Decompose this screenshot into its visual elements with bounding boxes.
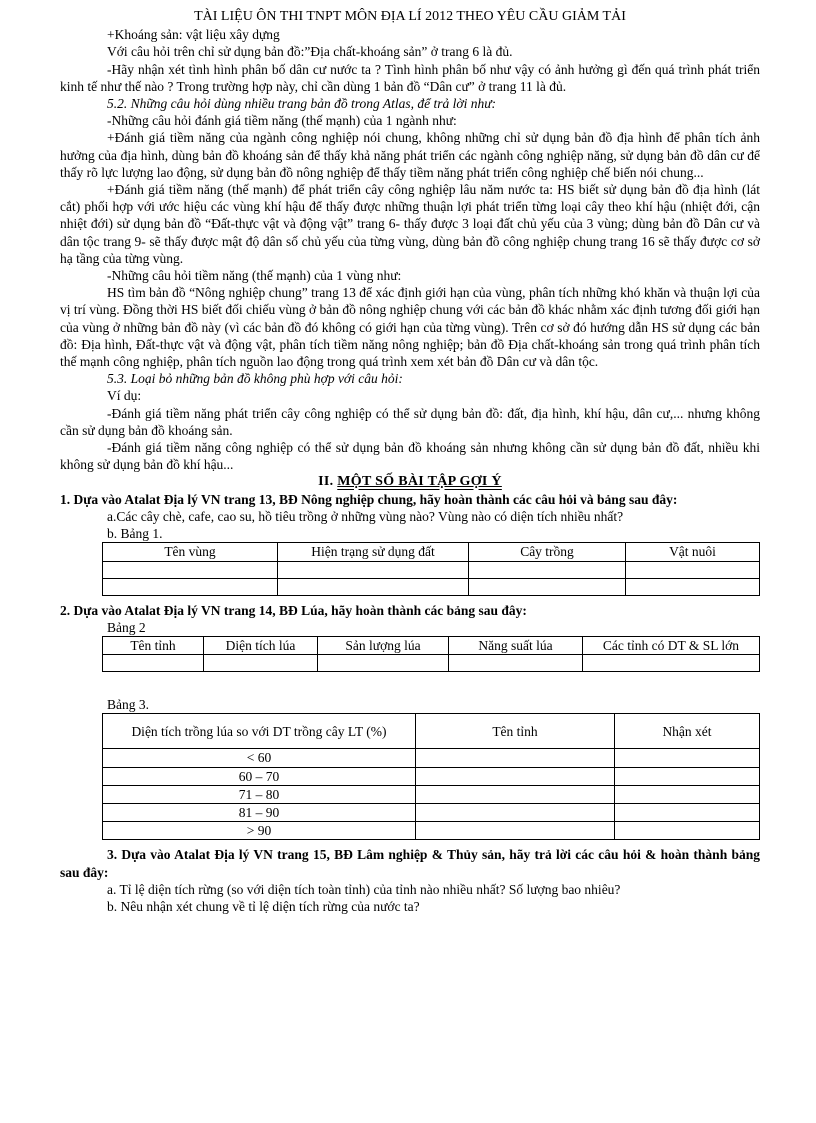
table-3-range: 71 – 80 xyxy=(103,785,416,803)
document-title: TÀI LIỆU ÔN THI TNPT MÔN ĐỊA LÍ 2012 THEO YÊU CẦU GIẢM TẢI xyxy=(194,9,626,24)
document-page xyxy=(60,8,760,915)
table-2-header: Năng suất lúa xyxy=(449,636,583,654)
paragraph: +Khoáng sản: vật liệu xây dựng xyxy=(107,27,280,43)
table-2-header: Sản lượng lúa xyxy=(318,636,449,654)
question-1a: a.Các cây chè, cafe, cao su, hồ tiêu trồng ở những vùng nào? Vùng nào có diện tích nhiều nhất? xyxy=(107,508,624,524)
question-1b: b. Bảng 1. xyxy=(107,526,163,542)
table-2-header: Diện tích lúa xyxy=(204,636,318,654)
table-1 xyxy=(102,542,760,595)
paragraph: Ví dụ: xyxy=(107,388,142,404)
paragraph: -Đánh giá tiềm năng công nghiệp có thể sử dụng bản đồ khoáng sản nhưng không cần sử dụng bản đồ đất, nhiều khi không sử dụng bản đồ khí hậu... xyxy=(60,440,760,473)
table-2 xyxy=(102,636,760,672)
table-1-header: Cây trồng xyxy=(469,543,626,561)
paragraph: -Những câu hỏi tiềm năng (thế mạnh) của 1 vùng như: xyxy=(107,268,402,284)
table-row xyxy=(103,655,760,672)
table-row xyxy=(103,785,760,803)
paragraph: -Những câu hỏi đánh giá tiềm năng (thế mạnh) của 1 ngành như: xyxy=(107,113,457,129)
table-3-caption: Bảng 3. xyxy=(107,697,149,713)
paragraph: -Đánh giá tiềm năng phát triển cây công nghiệp có thể sử dụng bản đồ: đất, địa hình, khí hậu, dân cư,... nhưng không cần sử dụng bản đồ khoáng sản. xyxy=(60,405,760,438)
table-1-header: Hiện trạng sử dụng đất xyxy=(278,543,469,561)
table-3-header: Nhận xét xyxy=(615,714,760,749)
section-heading-5-3: 5.3. Loại bỏ những bản đồ không phù hợp với câu hỏi: xyxy=(107,371,403,387)
table-row xyxy=(103,767,760,785)
table-3-range: 81 – 90 xyxy=(103,803,416,821)
table-3-range: > 90 xyxy=(103,822,416,840)
table-2-header: Các tỉnh có DT & SL lớn xyxy=(583,636,760,654)
table-3-range: < 60 xyxy=(103,749,416,767)
paragraph: Với câu hỏi trên chỉ sử dụng bản đồ:”Địa chất-khoáng sản” ở trang 6 là đủ. xyxy=(107,44,513,60)
question-2: 2. Dựa vào Atalat Địa lý VN trang 14, BĐ Lúa, hãy hoàn thành các bảng sau đây: xyxy=(60,602,527,618)
paragraph: -Hãy nhận xét tình hình phân bố dân cư nước ta ? Tình hình phân bố như vậy có ảnh hưởng gì đến quá trình phát triển kinh tế như thế nào ? Trong trường hợp này, chỉ cần dùng 1 bản đồ “Dân cư” ở trang 11 là đủ. xyxy=(60,61,760,94)
heading-ii xyxy=(60,473,760,490)
paragraph: +Đánh giá tiềm năng (thế mạnh) để phát triển cây công nghiệp lâu năm nước ta: HS biết sử dụng bản đồ địa hình (lát cắt) phối hợp với ước hiệu các vùng khí hậu để thấy được những thuận lợi phát triển từng loại cây theo khí hậu (nhiệt đới, cận nhiệt đới) sử dụng bản đồ “Đất-thực vật và động vật” trang 6- thấy được 3 loại đất chủ yếu của 3 vùng; dùng bản đồ Dân cư và dân tộc trang 9- sẽ thấy được mật độ dân số chủ yếu của từng vùng, dùng bản đồ công nghiệp chung trang 16 sẽ thấy được cơ sở hạ tầng của từng vùng. xyxy=(60,182,760,266)
heading-ii-text: MỘT SỐ BÀI TẬP GỢI Ý xyxy=(337,474,502,490)
table-row xyxy=(103,749,760,767)
table-1-header: Tên vùng xyxy=(103,543,278,561)
table-row xyxy=(103,578,760,595)
table-3 xyxy=(102,713,760,840)
table-row xyxy=(103,561,760,578)
paragraph: HS tìm bản đồ “Nông nghiệp chung” trang 13 để xác định giới hạn của vùng, phân tích những khó khăn và thuận lợi của vị trí vùng. Đồng thời HS biết đối chiếu vùng ở bản đồ nông nghiệp chung với các bản đồ khác nhằm xác định tương đối giới hạn của vùng ở những bản đồ này (vì các bản đồ đó không có giới hạn của từng vùng). Trên cơ sở đó hướng dẫn HS sử dụng các bản đồ: Địa hình, Đất-thực vật và động vật, phân tích tiềm năng nông nghiệp; bản đồ Địa chất-khoáng sản trong quá trình phân tích thế mạnh công nghiệp, phân tích nguồn lao động trong quá trình xem xét bản đồ Dân cư và dân tộc. xyxy=(60,285,760,370)
table-3-header: Diện tích trồng lúa so với DT trồng cây LT (%) xyxy=(103,714,416,749)
table-3-header: Tên tỉnh xyxy=(416,714,615,749)
question-3: 3. Dựa vào Atalat Địa lý VN trang 15, BĐ Lâm nghiệp & Thủy sản, hãy trả lời các câu hỏi & hoàn thành bảng sau đây: xyxy=(60,847,760,880)
question-3a: a. Tỉ lệ diện tích rừng (so với diện tích toàn tỉnh) của tỉnh nào nhiều nhất? Số lượng bao nhiêu? xyxy=(107,881,621,897)
question-1: 1. Dựa vào Atalat Địa lý VN trang 13, BĐ Nông nghiệp chung, hãy hoàn thành các câu hỏi và bảng sau đây: xyxy=(60,491,678,507)
table-3-range: 60 – 70 xyxy=(103,767,416,785)
section-heading-5-2: 5.2. Những câu hỏi dùng nhiều trang bản đồ trong Atlas, để trả lời như: xyxy=(107,96,497,112)
table-1-header: Vật nuôi xyxy=(626,543,760,561)
question-3b: b. Nêu nhận xét chung về tỉ lệ diện tích rừng của nước ta? xyxy=(107,898,420,914)
paragraph: +Đánh giá tiềm năng của ngành công nghiệp nói chung, không những chỉ sử dụng bản đồ địa hình để phân tích ảnh hưởng của địa hình, dùng bản đồ khoáng sản để thấy khả năng phát triển các ngành công nghiệp năng, sử dụng bản đồ dân cư để thấy rõ lực lượng lao động, sử dụng bản đồ nông nghiệp để thấy tiềm năng phát triển công nghiệp chế biến nói chung... xyxy=(60,130,760,180)
heading-ii-roman: II. xyxy=(318,474,334,490)
table-row xyxy=(103,803,760,821)
table-row xyxy=(103,822,760,840)
table-2-header: Tên tỉnh xyxy=(103,636,204,654)
table-2-caption: Bảng 2 xyxy=(107,619,146,635)
